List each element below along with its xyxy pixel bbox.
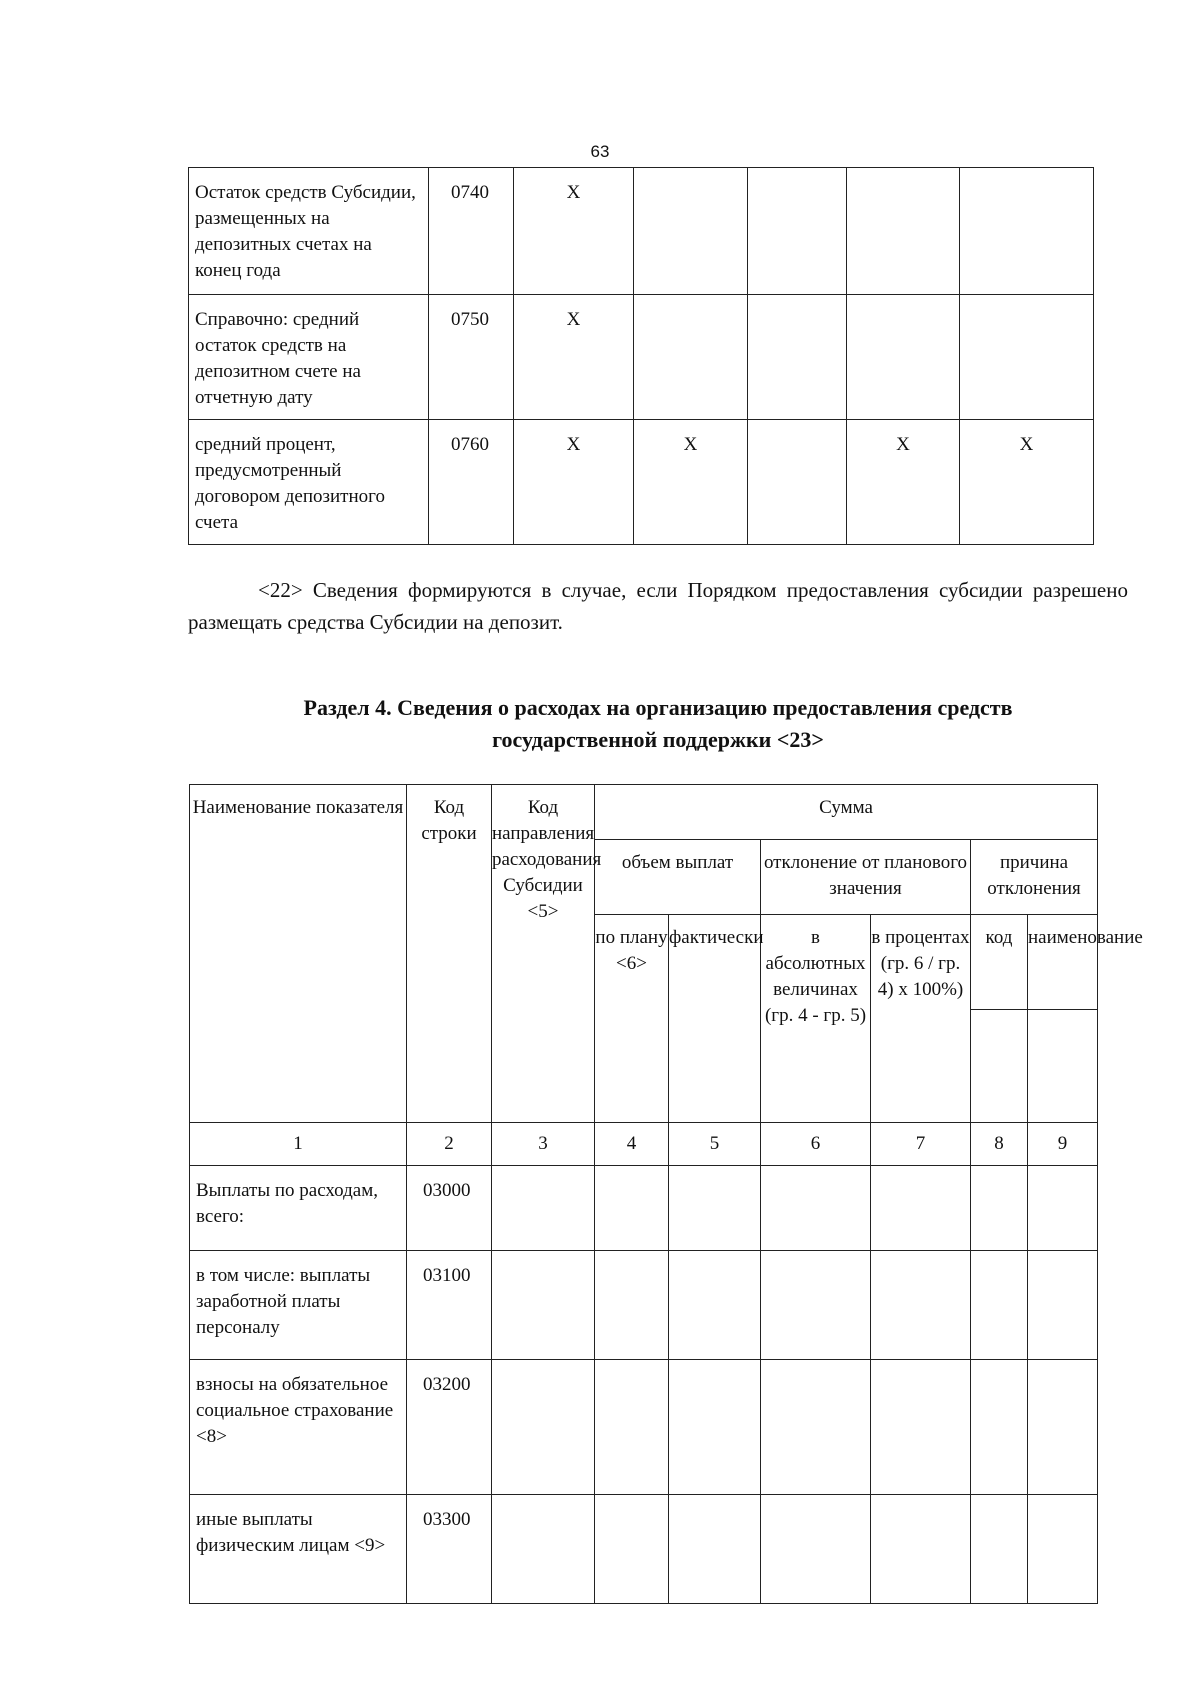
header-reason-name: наименование bbox=[1028, 915, 1098, 1010]
column-number: 8 bbox=[971, 1123, 1028, 1166]
empty-cell bbox=[971, 1495, 1028, 1604]
cell: X bbox=[514, 295, 634, 420]
header-direction-code: Код направления расходования Субсидии <5> bbox=[492, 785, 595, 1123]
empty-cell bbox=[971, 1166, 1028, 1251]
empty-cell bbox=[871, 1166, 971, 1251]
empty-cell bbox=[761, 1360, 871, 1495]
cell: X bbox=[847, 420, 960, 545]
empty-cell bbox=[492, 1251, 595, 1360]
empty-cell bbox=[761, 1166, 871, 1251]
column-number: 1 bbox=[190, 1123, 407, 1166]
cell bbox=[960, 168, 1094, 295]
cell: X bbox=[514, 420, 634, 545]
cell: X bbox=[634, 420, 748, 545]
table-row bbox=[189, 420, 1094, 545]
column-number: 2 bbox=[407, 1123, 492, 1166]
empty-cell bbox=[871, 1251, 971, 1360]
empty-cell bbox=[492, 1360, 595, 1495]
empty-cell bbox=[1028, 1166, 1098, 1251]
expenses-table bbox=[189, 784, 1143, 1604]
row-name: средний процент, предусмотренный договором депозитного счета bbox=[189, 420, 429, 545]
empty-cell bbox=[595, 1251, 669, 1360]
row-name: Справочно: средний остаток средств на депозитном счете на отчетную дату bbox=[189, 295, 429, 420]
empty-cell bbox=[595, 1360, 669, 1495]
empty-cell bbox=[1028, 1010, 1098, 1123]
empty-cell bbox=[1028, 1360, 1098, 1495]
column-number: 9 bbox=[1028, 1123, 1098, 1166]
column-number: 3 bbox=[492, 1123, 595, 1166]
row-code: 03300 bbox=[407, 1495, 492, 1604]
header-deviation: отклонение от планового значения bbox=[761, 840, 971, 915]
row-name: взносы на обязательное социальное страхование <8> bbox=[190, 1360, 407, 1495]
cell bbox=[847, 168, 960, 295]
empty-cell bbox=[669, 1166, 761, 1251]
empty-cell bbox=[1028, 1251, 1098, 1360]
cell bbox=[748, 295, 847, 420]
cell bbox=[634, 168, 748, 295]
row-name: иные выплаты физическим лицам <9> bbox=[190, 1495, 407, 1604]
page-number: 63 bbox=[590, 142, 610, 161]
row-name: Выплаты по расходам, всего: bbox=[190, 1166, 407, 1251]
header-row-code: Код строки bbox=[407, 785, 492, 1123]
row-code: 03100 bbox=[407, 1251, 492, 1360]
footnote-22: <22> Сведения формируются в случае, если Порядком предоставления субсидии разрешено размещать средства Субсидии на депозит. bbox=[188, 578, 1128, 634]
column-number: 7 bbox=[871, 1123, 971, 1166]
header-actual: фактически bbox=[669, 915, 761, 1123]
table-row bbox=[190, 1495, 1098, 1604]
row-code: 0740 bbox=[429, 168, 514, 295]
empty-cell bbox=[492, 1166, 595, 1251]
empty-cell bbox=[595, 1166, 669, 1251]
empty-cell bbox=[492, 1495, 595, 1604]
cell bbox=[960, 295, 1094, 420]
header-by-plan: по плану <6> bbox=[595, 915, 669, 1123]
empty-cell bbox=[971, 1360, 1028, 1495]
table-row bbox=[190, 1360, 1098, 1495]
row-code: 03000 bbox=[407, 1166, 492, 1251]
header-row bbox=[190, 785, 1098, 840]
cell bbox=[847, 295, 960, 420]
empty-cell bbox=[871, 1360, 971, 1495]
cell bbox=[634, 295, 748, 420]
header-percent: в процентах (гр. 6 / гр. 4) x 100%) bbox=[871, 915, 971, 1123]
row-code: 03200 bbox=[407, 1360, 492, 1495]
empty-cell bbox=[971, 1251, 1028, 1360]
column-number: 5 bbox=[669, 1123, 761, 1166]
section-title-line1: Раздел 4. Сведения о расходах на организацию предоставления средств bbox=[303, 695, 1013, 720]
header-reason: причина отклонения bbox=[971, 840, 1098, 915]
empty-cell bbox=[669, 1495, 761, 1604]
empty-cell bbox=[761, 1251, 871, 1360]
section-title bbox=[188, 692, 1128, 756]
row-name: Остаток средств Субсидии, размещенных на депозитных счетах на конец года bbox=[189, 168, 429, 295]
cell: X bbox=[514, 168, 634, 295]
column-number: 6 bbox=[761, 1123, 871, 1166]
empty-cell bbox=[971, 1010, 1028, 1123]
row-name: в том числе: выплаты заработной платы персоналу bbox=[190, 1251, 407, 1360]
header-name: Наименование показателя bbox=[190, 785, 407, 1123]
header-reason-code: код bbox=[971, 915, 1028, 1010]
cell bbox=[748, 420, 847, 545]
deposit-table bbox=[188, 167, 1094, 545]
cell bbox=[748, 168, 847, 295]
table-row bbox=[190, 1251, 1098, 1360]
empty-cell bbox=[595, 1495, 669, 1604]
header-absolute: в абсолютных величинах (гр. 4 - гр. 5) bbox=[761, 915, 871, 1123]
table-row bbox=[189, 168, 1094, 295]
column-number: 4 bbox=[595, 1123, 669, 1166]
header-payout-volume: объем выплат bbox=[595, 840, 761, 915]
table-row bbox=[190, 1166, 1098, 1251]
empty-cell bbox=[1028, 1495, 1098, 1604]
empty-cell bbox=[669, 1251, 761, 1360]
cell: X bbox=[960, 420, 1094, 545]
row-code: 0760 bbox=[429, 420, 514, 545]
header-sum: Сумма bbox=[595, 785, 1098, 840]
empty-cell bbox=[761, 1495, 871, 1604]
empty-cell bbox=[669, 1360, 761, 1495]
table-row bbox=[189, 295, 1094, 420]
column-numbers-row bbox=[190, 1123, 1098, 1166]
section-title-line2: государственной поддержки <23> bbox=[492, 727, 824, 752]
row-code: 0750 bbox=[429, 295, 514, 420]
empty-cell bbox=[871, 1495, 971, 1604]
